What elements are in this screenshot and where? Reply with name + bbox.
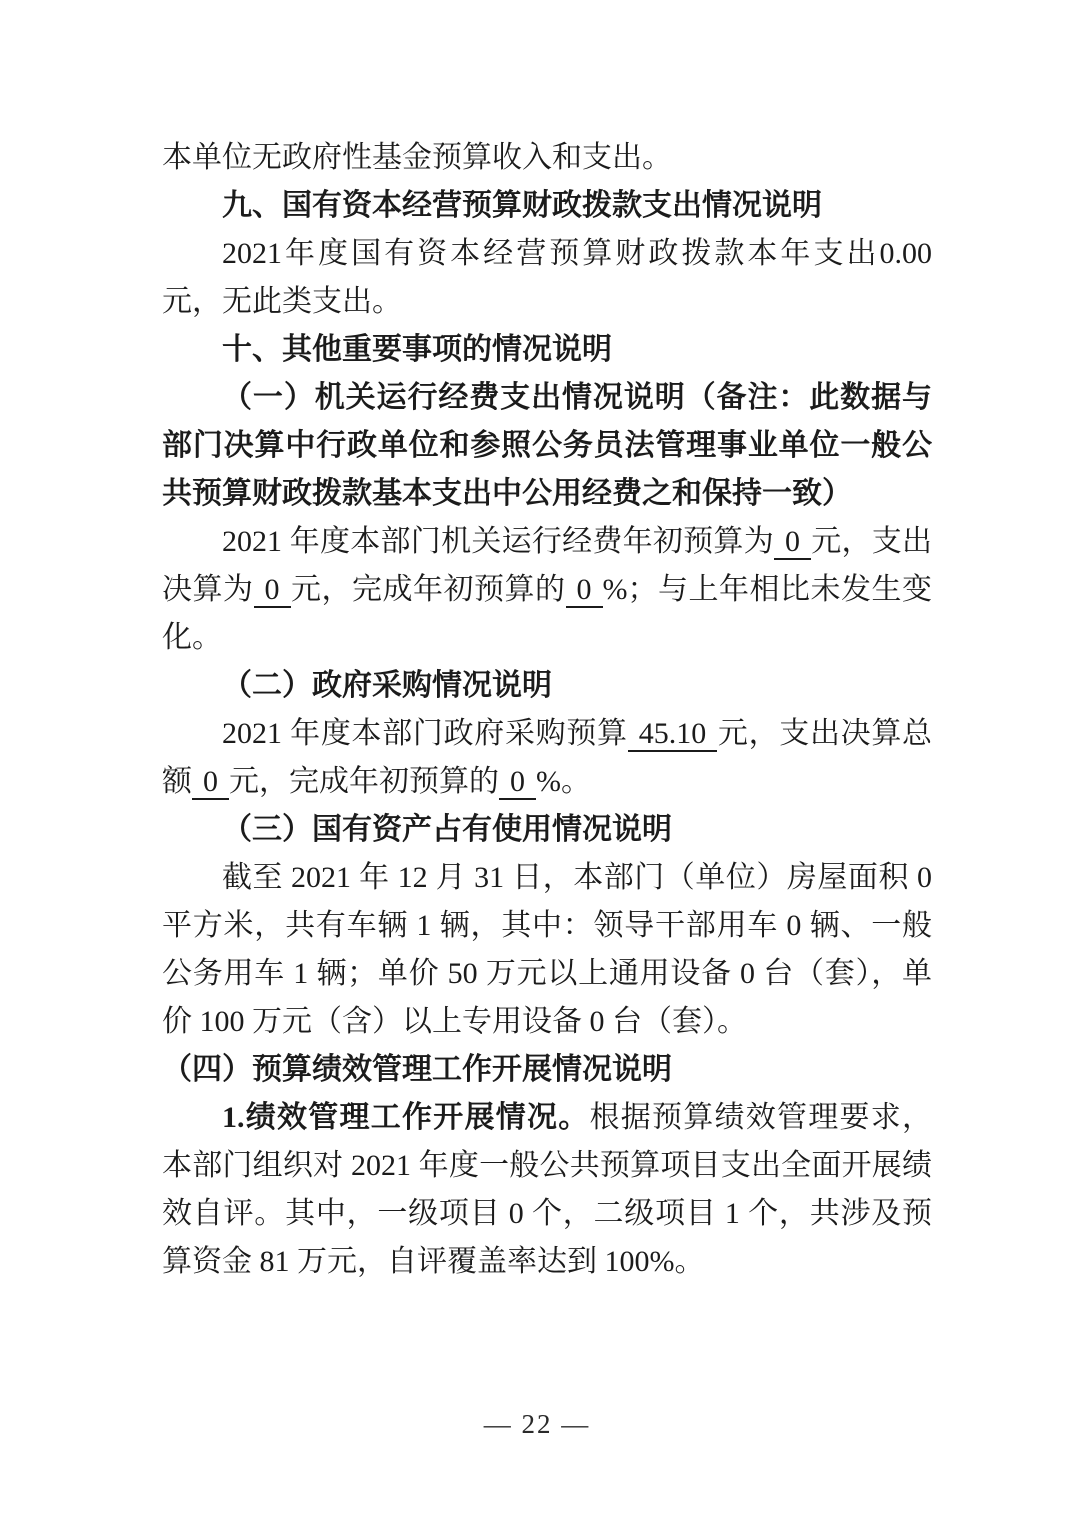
- underlined-value-procurement-total: 0: [192, 765, 229, 800]
- heading-subsection-4-performance: [162, 1046, 932, 1094]
- text-run: 截至 2021 年 12 月 31 日，本部门（单位）房屋面积 0 平方米，共有车辆 1 辆，其中：领导干部用车 0 辆、一般公务用车 1 辆；单价 50 万元以上通用设备 0 台（套），单价 100 万元（含）以上专用设备 0 台（套）。: [162, 861, 932, 1038]
- heading-text: （四）预算绩效管理工作开展情况说明: [162, 1053, 672, 1086]
- heading-subsection-1-operating-expenses: [162, 374, 932, 518]
- heading-subsection-2-procurement: [162, 662, 932, 710]
- heading-text: （一）机关运行经费支出情况说明（备注：此数据与部门决算中行政单位和参照公务员法管理事业单位一般公共预算财政拨款基本支出中公用经费之和保持一致）: [162, 381, 932, 510]
- paragraph-state-assets: [162, 854, 932, 1046]
- text-run: 2021 年度本部门政府采购预算: [222, 717, 628, 750]
- underlined-value-initial-budget: 0: [774, 525, 811, 560]
- paragraph-procurement: [162, 710, 932, 806]
- paragraph-state-capital-expenditure: [162, 230, 932, 326]
- text-run: 元，完成年初预算的: [229, 765, 499, 798]
- underlined-value-final-expenditure: 0: [254, 573, 291, 608]
- page-number: — 22 —: [483, 1409, 591, 1439]
- underlined-value-procurement-percent: 0: [499, 765, 536, 800]
- paragraph-performance: [162, 1094, 932, 1286]
- page-footer: [0, 1404, 1074, 1444]
- text-run: 根据预算绩效管理要求，本部门组织对 2021 年度一般公共预算项目支出全面开展绩效自评。其中，一级项目 0 个，二级项目 1 个，共涉及预算资金 81 万元，自评覆盖率达到 100%。: [162, 1101, 932, 1278]
- text-run: 2021 年度本部门机关运行经费年初预算为: [222, 525, 774, 558]
- heading-section-10: [162, 326, 932, 374]
- text-run: 元，支出决算为: [162, 525, 933, 606]
- text-run: %。: [536, 765, 591, 798]
- document-body: [162, 134, 932, 1286]
- text-run: 元，完成年初预算的: [290, 573, 566, 606]
- text-run: 本单位无政府性基金预算收入和支出。: [162, 141, 672, 174]
- underlined-value-procurement-budget: 45.10: [628, 717, 718, 752]
- underlined-value-completion-percent: 0: [566, 573, 603, 608]
- paragraph-no-govfund: [162, 134, 932, 182]
- text-run: 元，支出决算总额: [162, 717, 933, 798]
- heading-section-9: [162, 182, 932, 230]
- heading-text: 九、国有资本经营预算财政拨款支出情况说明: [222, 189, 822, 222]
- text-run: %；与上年相比未发生变化。: [162, 573, 932, 654]
- heading-text: （三）国有资产占有使用情况说明: [222, 813, 672, 846]
- heading-subsection-3-state-assets: [162, 806, 932, 854]
- heading-text: 十、其他重要事项的情况说明: [222, 333, 612, 366]
- text-run: 2021年度国有资本经营预算财政拨款本年支出0.00元，无此类支出。: [162, 237, 932, 318]
- heading-text: （二）政府采购情况说明: [222, 669, 552, 702]
- paragraph-operating-expenses: [162, 518, 932, 662]
- lead-run-performance: 1.绩效管理工作开展情况。: [222, 1101, 590, 1134]
